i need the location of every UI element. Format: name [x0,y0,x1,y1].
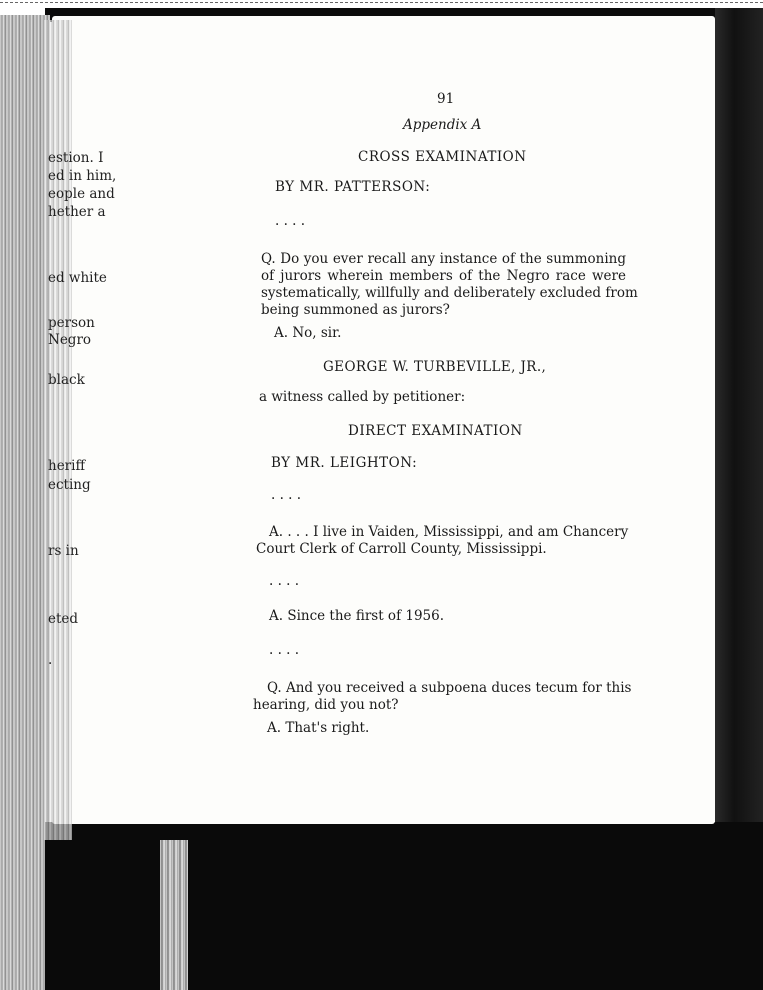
top-dashed-edge [0,2,763,3]
question-1-line-1: Q. Do you ever recall any instance of the summoning [261,251,626,267]
answer-2-line-1: A. . . . I live in Vaiden, Mississippi, and am Chancery [269,524,629,540]
ellipsis-1: . . . . [275,213,306,229]
question-4-line-1: Q. And you received a subpoena duces tecum for this [267,680,632,696]
answer-3: A. Since the first of 1956. [269,608,444,624]
ellipsis-2: . . . . [271,487,302,503]
fragment-line: ed white [48,270,107,286]
witness-called: a witness called by petitioner: [259,389,466,405]
by-mr-leighton: BY MR. LEIGHTON: [271,455,418,471]
question-1-line-4: being summoned as jurors? [261,302,450,318]
running-head: Appendix A [403,117,482,133]
cross-examination-heading: CROSS EXAMINATION [358,149,527,165]
fragment-line: eople and [48,186,115,202]
question-1-line-3: systematically, willfully and deliberately excluded from [261,285,638,301]
fragment-line: hether a [48,204,106,220]
page-number: 91 [437,91,455,107]
fragment-line: estion. I [48,150,104,166]
ellipsis-4: . . . . [269,642,300,658]
question-1-line-2: of jurors wherein members of the Negro race were [261,268,626,284]
fragment-line: eted [48,611,79,627]
ellipsis-3: . . . . [269,573,300,589]
fragment-line: person [48,315,95,331]
question-4-line-2: hearing, did you not? [253,697,399,713]
answer-1: A. No, sir. [274,325,342,341]
fragment-line: . [48,652,53,668]
left-page-gutter [42,20,72,840]
fragment-line: ed in him, [48,168,117,184]
fragment-line: heriff [48,458,86,474]
bottom-page-edge [160,840,188,990]
answer-2-line-2: Court Clerk of Carroll County, Mississippi. [256,541,547,557]
answer-4: A. That's right. [267,720,370,736]
witness-name: GEORGE W. TURBEVILLE, JR., [323,359,547,375]
fragment-line: black [48,372,85,388]
direct-examination-heading: DIRECT EXAMINATION [348,423,523,439]
fragment-line: ecting [48,477,91,493]
bottom-dark-band [45,822,763,990]
fragment-line: Negro [48,332,92,348]
fragment-line: rs in [48,543,79,559]
by-mr-patterson: BY MR. PATTERSON: [275,179,431,195]
